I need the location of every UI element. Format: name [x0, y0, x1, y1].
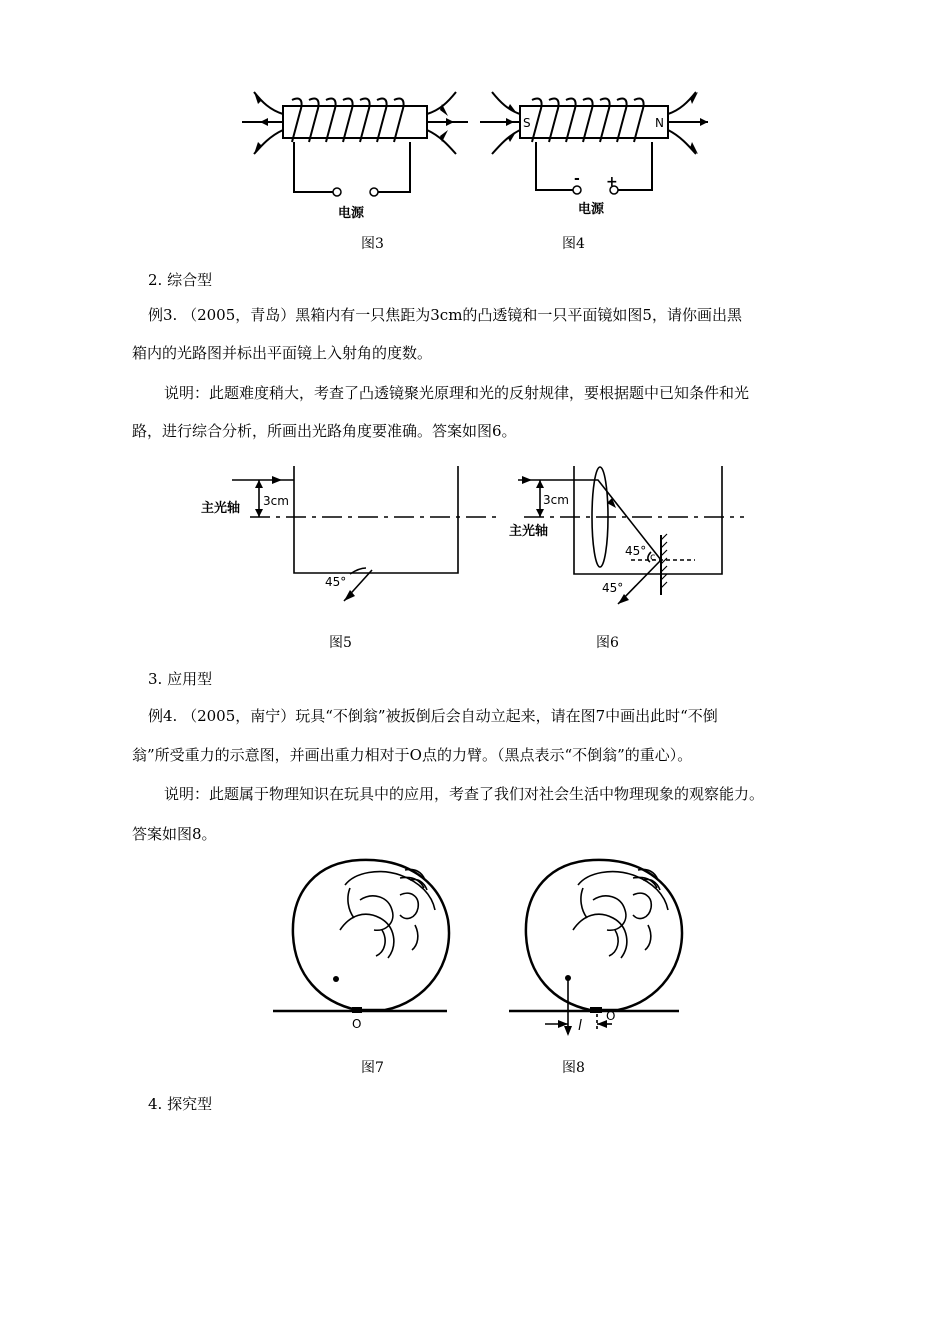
fig6-distance: 3cm — [543, 493, 569, 507]
fig6-point-c: c — [650, 552, 656, 563]
fig5-axis-label: 主光轴 — [201, 501, 241, 516]
fig3-power-label: 电源 — [338, 206, 365, 221]
example-3-line-2: 箱内的光路图并标出平面镜上入射角的度数。 — [132, 344, 433, 362]
example-3-note-1: 说明：此题难度稍大，考查了凸透镜聚光原理和光的反射规律，要根据题中已知条件和光 — [164, 384, 750, 402]
fig7-caption: 图7 — [361, 1060, 384, 1076]
fig4-caption: 图4 — [562, 236, 585, 252]
example-4-note-1: 说明：此题属于物理知识在玩具中的应用，考查了我们对社会生活中物理现象的观察能力。 — [164, 785, 765, 803]
fig5-angle: 45° — [325, 575, 347, 589]
fig6-axis-label: 主光轴 — [509, 524, 549, 539]
example-4-line-1: 例4. （2005，南宁）玩具“不倒翁”被扳倒后会自动立起来，请在图7中画出此时“不倒 — [148, 707, 718, 725]
section-4-heading: 4. 探究型 — [148, 1095, 213, 1113]
fig4-pole-s: S — [523, 116, 531, 130]
fig5-distance: 3cm — [263, 494, 289, 508]
example-4-line-2: 翁”所受重力的示意图，并画出重力相对于O点的力臂。（黑点表示“不倒翁”的重心）。 — [132, 746, 693, 764]
fig6-angle-top: 45° — [625, 544, 647, 558]
example-3-note-2: 路，进行综合分析，所画出光路角度要准确。答案如图6。 — [132, 422, 517, 440]
fig6-angle-bottom: 45° — [602, 581, 624, 595]
section-2-heading: 2. 综合型 — [148, 271, 213, 289]
fig3-caption: 图3 — [361, 236, 384, 252]
section-3-heading: 3. 应用型 — [148, 670, 213, 688]
fig4-pole-n: N — [655, 116, 664, 130]
fig6-caption: 图6 — [596, 635, 619, 651]
fig5-caption: 图5 — [329, 635, 352, 651]
example-3-line-1: 例3. （2005，青岛）黑箱内有一只焦距为3cm的凸透镜和一只平面镜如图5，请你画出黑 — [148, 306, 742, 324]
fig4-power-label: 电源 — [578, 202, 605, 217]
fig4-minus: - — [574, 171, 580, 187]
fig4-plus: + — [606, 174, 618, 190]
fig8-point-o: O — [606, 1009, 616, 1023]
fig8-arm-l: l — [578, 1018, 582, 1034]
fig8-caption: 图8 — [562, 1060, 585, 1076]
fig7-point-o: O — [352, 1017, 362, 1031]
example-4-note-2: 答案如图8。 — [132, 825, 217, 843]
